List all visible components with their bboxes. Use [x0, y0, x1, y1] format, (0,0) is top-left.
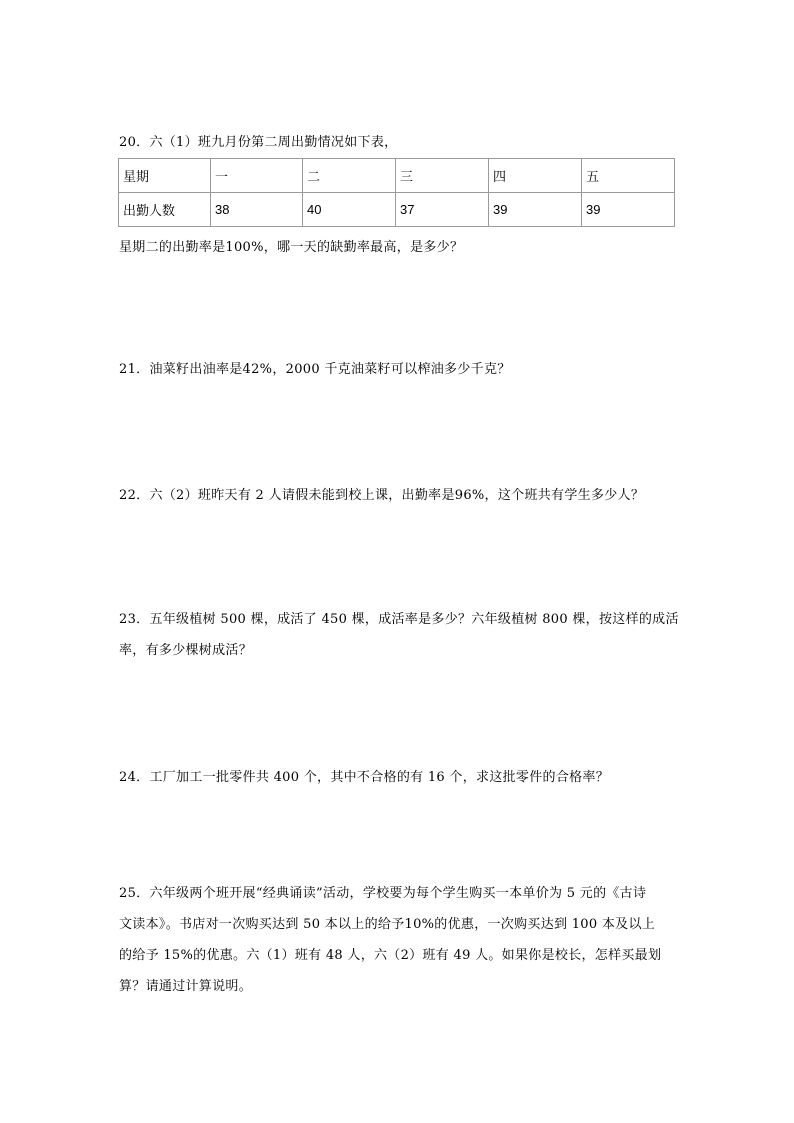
question-22: [119, 480, 679, 511]
question-23-line: 23．五年级植树 500 棵，成活了 450 棵，成活率是多少？六年级植树 800 棵，按这样的成活: [119, 612, 679, 627]
question-20-text: 20．六（1）班九月份第二周出勤情况如下表，: [119, 135, 398, 150]
table-cell: 39: [489, 193, 582, 227]
table-cell: 37: [396, 193, 489, 227]
question-20-prompt: 星期二的出勤率是100%，哪一天的缺勤率最高，是多少？: [119, 240, 464, 255]
question-21: [119, 354, 679, 385]
question-25: [119, 878, 679, 1002]
table-header-row: [119, 159, 675, 193]
table-cell: 五: [582, 159, 675, 193]
question-23: [119, 604, 679, 666]
question-25-line: 25．六年级两个班开展“经典诵读”活动，学校要为每个学生购买一本单价为 5 元的《古诗: [119, 886, 647, 901]
table-cell: 二: [303, 159, 396, 193]
table-cell: 39: [582, 193, 675, 227]
question-20-intro: [119, 128, 679, 158]
table-cell: 出勤人数: [119, 193, 211, 227]
question-25-line: 文读本》。书店对一次购买达到 50 本以上的给予10%的优惠，一次购买达到 100 本及以上: [119, 917, 656, 932]
question-23-line: 率，有多少棵树成活？: [119, 643, 253, 658]
question-22-text: 22．六（2）班昨天有 2 人请假未能到校上课，出勤率是96%，这个班共有学生多少人？: [119, 488, 645, 503]
table-cell: 38: [211, 193, 303, 227]
table-cell: 四: [489, 159, 582, 193]
table-cell: 一: [211, 159, 303, 193]
question-25-line: 算？请通过计算说明。: [119, 979, 253, 994]
question-20-followup: [119, 232, 679, 263]
question-25-line: 的给予 15%的优惠。六（1）班有 48 人，六（2）班有 49 人。如果你是校长，怎样买最划: [119, 948, 662, 963]
question-24-text: 24．工厂加工一批零件共 400 个，其中不合格的有 16 个，求这批零件的合格率？: [119, 770, 610, 785]
table-cell: 星期: [119, 159, 211, 193]
table-row: [119, 193, 675, 227]
table-cell: 三: [396, 159, 489, 193]
table-cell: 40: [303, 193, 396, 227]
attendance-table: [118, 158, 675, 227]
question-24: [119, 762, 679, 793]
question-21-text: 21．油菜籽出油率是42%，2000 千克油菜籽可以榨油多少千克？: [119, 362, 511, 377]
